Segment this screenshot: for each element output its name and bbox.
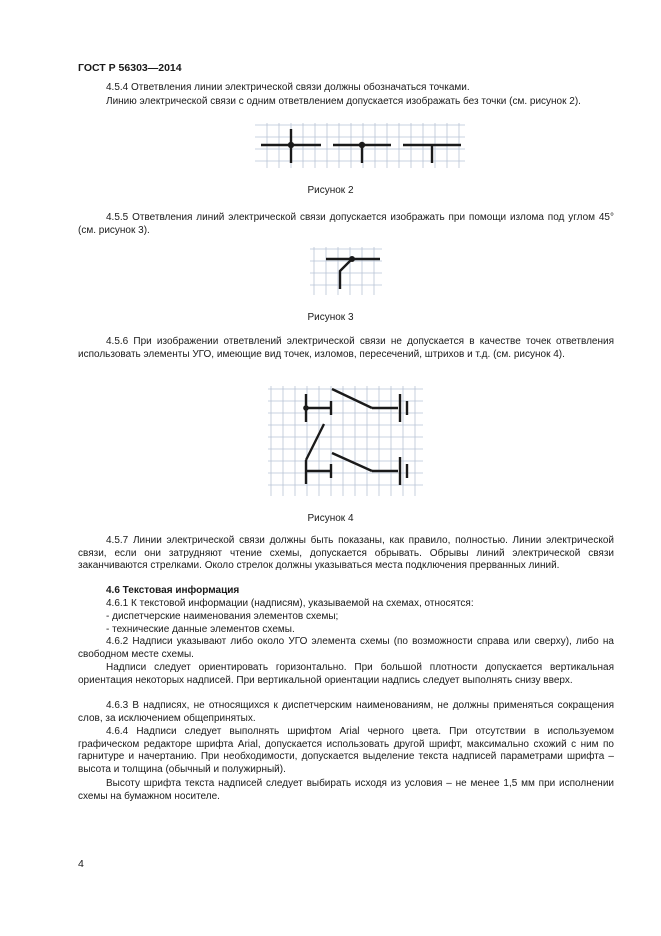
- figure-4-caption: Рисунок 4: [307, 513, 354, 524]
- paragraph-4-6-2-orientation: Надписи следует ориентировать горизонтально. При большой плотности допускается вертикальная ориентация некоторых надписей. При вертикальной ориентации надпись следует выполнять снизу вверх.: [78, 662, 614, 686]
- section-heading-4-6: 4.6 Текстовая информация: [106, 585, 240, 596]
- paragraph-4-6-4: 4.6.4 Надписи следует выполнять шрифтом Arial черного цвета. При отсутствии в используемом графическом редакторе шрифта Arial, допускается использовать другой шрифт, максимально схожий с ним по гарнитуре и начертанию. При необходимости, допускается выделение текста надписей параметрами шрифта – высота и толщина (обычный и полужирный).: [78, 726, 614, 775]
- figure-2-caption: Рисунок 2: [307, 185, 354, 196]
- paragraph-4-5-4-note: Линию электрической связи с одним ответвлением допускается изображать без точки (см. рисунок 2).: [106, 96, 581, 107]
- paragraph-4-5-4: 4.5.4 Ответвления линии электрической связи должны обозначаться точками.: [106, 82, 470, 93]
- list-item-2: - технические данные элементов схемы.: [106, 624, 295, 635]
- paragraph-4-5-7: 4.5.7 Линии электрической связи должны быть показаны, как правило, полностью. Линии электрической связи, если они затрудняют чтение схемы, допускается обрывать. Обрывы линий электрической связи заканчиваются стрелками. Около стрелок должны указываться места подключения прерванных линий.: [78, 535, 614, 572]
- paragraph-4-6-2: 4.6.2 Надписи указывают либо около УГО элемента схемы (по возможности справа или сверху), либо на свободном месте схемы.: [78, 636, 614, 660]
- paragraph-4-5-5: 4.5.5 Ответвления линий электрической связи допускается изображать при помощи излома под углом 45° (см. рисунок 3).: [78, 212, 614, 236]
- paragraph-4-5-6: 4.5.6 При изображении ответвлений электрической связи не допускается в качестве точек ответвления использовать элементы УГО, имеющие вид точек, изломов, пересечений, штрихов и т.д. (см. рисунок 4).: [78, 336, 614, 360]
- figure-2-diagram: [255, 123, 465, 168]
- paragraph-4-6-1: 4.6.1 К текстовой информации (надписям), указываемой на схемах, относятся:: [106, 598, 474, 609]
- page-number: 4: [78, 858, 84, 870]
- list-item-1: - диспетчерские наименования элементов схемы;: [106, 611, 339, 622]
- paragraph-4-6-3: 4.6.3 В надписях, не относящихся к диспетчерским наименованиям, не должны применяться сокращения слов, за исключением общепринятых.: [78, 700, 614, 724]
- figure-3-diagram: [310, 247, 382, 295]
- figure-4-diagram: [268, 386, 423, 496]
- document-header: ГОСТ Р 56303—2014: [78, 62, 182, 74]
- paragraph-4-6-4-height: Высоту шрифта текста надписей следует выбирать исходя из условия – не менее 1,5 мм при исполнении схемы на бумажном носителе.: [78, 778, 614, 802]
- figure-3-caption: Рисунок 3: [307, 312, 354, 323]
